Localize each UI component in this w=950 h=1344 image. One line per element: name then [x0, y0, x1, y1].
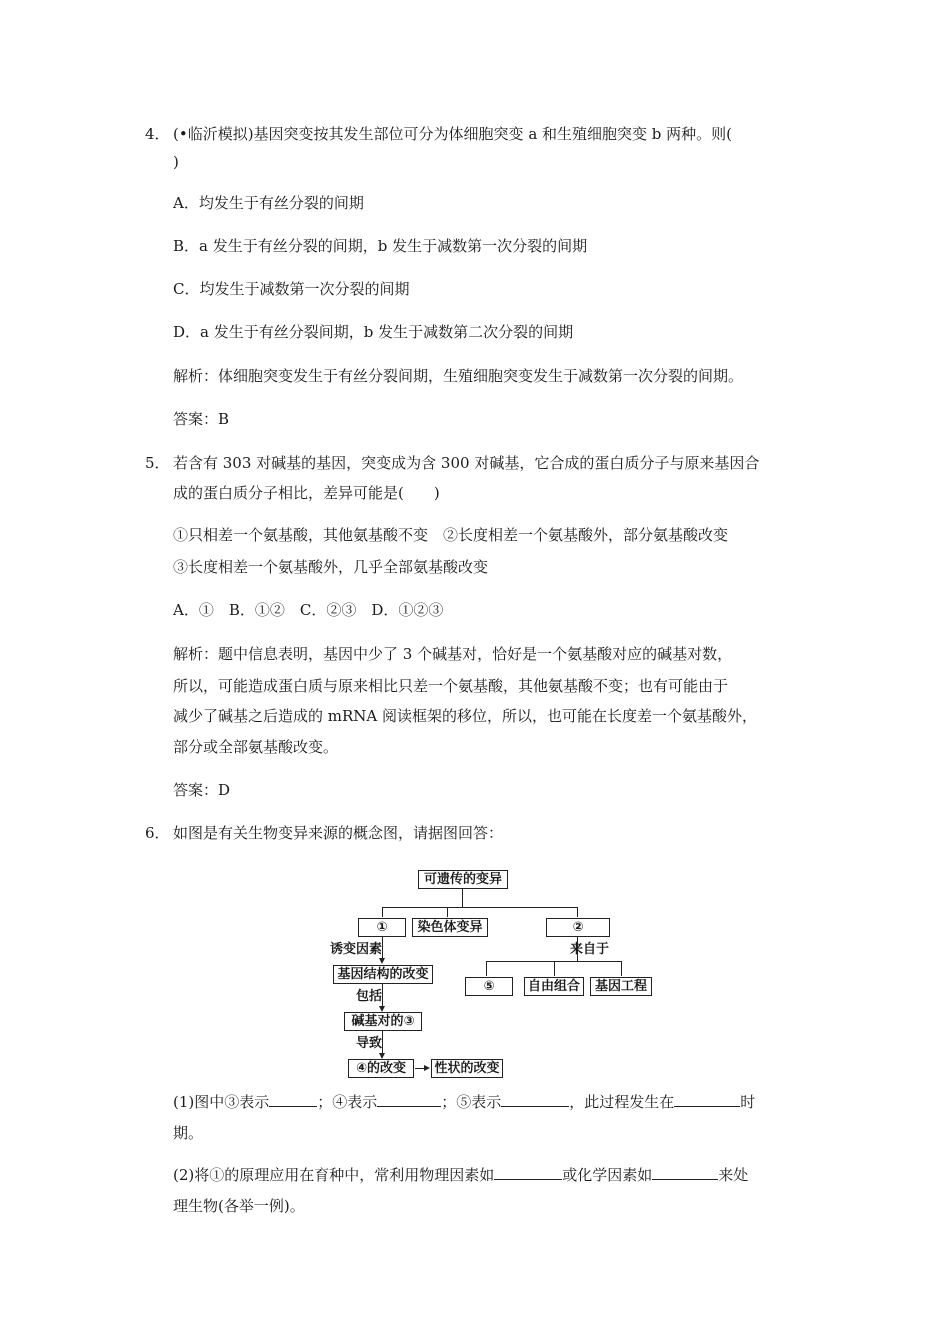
q6-sub2-text-c: 来处	[718, 1166, 749, 1184]
q4-answer: 答案：B	[173, 410, 230, 428]
node-chromosome-variation: 染色体变异	[412, 918, 488, 937]
q5-answer: 答案：D	[173, 781, 231, 799]
q5-items-line1: ①只相差一个氨基酸，其他氨基酸不变 ②长度相差一个氨基酸外，部分氨基酸改变	[173, 526, 729, 544]
q6-sub1-text-c: ；⑤表示	[441, 1093, 502, 1111]
q6-sub2-line1	[173, 1165, 748, 1185]
node-trait-change: 性状的改变	[431, 1059, 503, 1078]
q6-sub2-line2: 理生物(各举一例)。	[173, 1197, 305, 1215]
q4-option-b: B．a 发生于有丝分裂的间期，b 发生于减数第一次分裂的间期	[173, 237, 588, 255]
node-2: ②	[546, 918, 610, 937]
blank-period[interactable]	[674, 1092, 740, 1107]
node-heritable-variation: 可遗传的变异	[418, 870, 508, 889]
label-mutagenic-factors: 诱变因素	[330, 942, 383, 957]
q4-option-a: A．均发生于有丝分裂的间期	[173, 194, 364, 212]
blank-physical-factor[interactable]	[494, 1165, 562, 1180]
q4-stem-line2: )	[173, 153, 179, 171]
q5-items-line2: ③长度相差一个氨基酸外，几乎全部氨基酸改变	[173, 558, 489, 576]
label-leads-to: 导致	[356, 1036, 383, 1051]
q6-number: 6．	[145, 824, 170, 842]
q4-number: 4．	[145, 125, 170, 143]
q4-stem-line1: (•临沂模拟)基因突变按其发生部位可分为体细胞突变 a 和生殖细胞突变 b 两种。则(	[173, 125, 733, 143]
blank-5[interactable]	[501, 1092, 569, 1107]
blank-4[interactable]	[377, 1092, 441, 1107]
node-genetic-engineering: 基因工程	[590, 977, 652, 996]
node-base-pair-3: 碱基对的③	[344, 1012, 422, 1031]
label-comes-from: 来自于	[570, 942, 610, 957]
q6-sub1-text-b: ；④表示	[317, 1093, 378, 1111]
q5-options: A．① B．①② C．②③ D．①②③	[173, 601, 444, 619]
q6-sub1-line1	[173, 1092, 755, 1112]
node-gene-structure-change: 基因结构的改变	[333, 965, 433, 984]
q6-stem: 如图是有关生物变异来源的概念图，请据图回答：	[173, 824, 504, 842]
node-1: ①	[358, 918, 406, 937]
q6-sub1-line2: 期。	[173, 1124, 204, 1142]
q4-analysis: 解析：体细胞突变发生于有丝分裂间期，生殖细胞突变发生于减数第一次分裂的间期。	[173, 367, 744, 385]
concept-diagram	[300, 862, 660, 1087]
blank-chemical-factor[interactable]	[652, 1165, 718, 1180]
q5-analysis-line4: 部分或全部氨基酸改变。	[173, 738, 339, 756]
q6-sub1-text-e: 时	[740, 1093, 756, 1111]
q5-number: 5．	[145, 454, 170, 472]
q5-analysis-line2: 所以，可能造成蛋白质与原来相比只差一个氨基酸，其他氨基酸不变；也有可能由于	[173, 677, 729, 695]
q6-sub2-text-a: (2)将①的原理应用在育种中，常利用物理因素如	[173, 1166, 495, 1184]
q5-analysis-line1: 解析：题中信息表明，基因中少了 3 个碱基对，恰好是一个氨基酸对应的碱基对数，	[173, 645, 733, 663]
blank-3[interactable]	[269, 1092, 317, 1107]
node-change-4: ④的改变	[348, 1059, 414, 1078]
q4-option-d: D．a 发生于有丝分裂间期，b 发生于减数第二次分裂的间期	[173, 323, 574, 341]
q5-stem-line2: 成的蛋白质分子相比，差异可能是( )	[173, 484, 440, 502]
q5-analysis-line3: 减少了碱基之后造成的 mRNA 阅读框架的移位，所以，也可能在长度差一个氨基酸外，	[173, 707, 758, 725]
q5-stem-line1: 若含有 303 对碱基的基因，突变成为含 300 对碱基，它合成的蛋白质分子与原来基因合	[173, 454, 760, 472]
node-5: ⑤	[465, 977, 513, 996]
q6-sub2-text-b: 或化学因素如	[562, 1166, 653, 1184]
q6-sub1-text-d: ，此过程发生在	[569, 1093, 675, 1111]
q6-sub1-text-a: (1)图中③表示	[173, 1093, 270, 1111]
q4-option-c: C．均发生于减数第一次分裂的间期	[173, 280, 410, 298]
node-free-combination: 自由组合	[524, 977, 584, 996]
label-includes: 包括	[356, 989, 383, 1004]
